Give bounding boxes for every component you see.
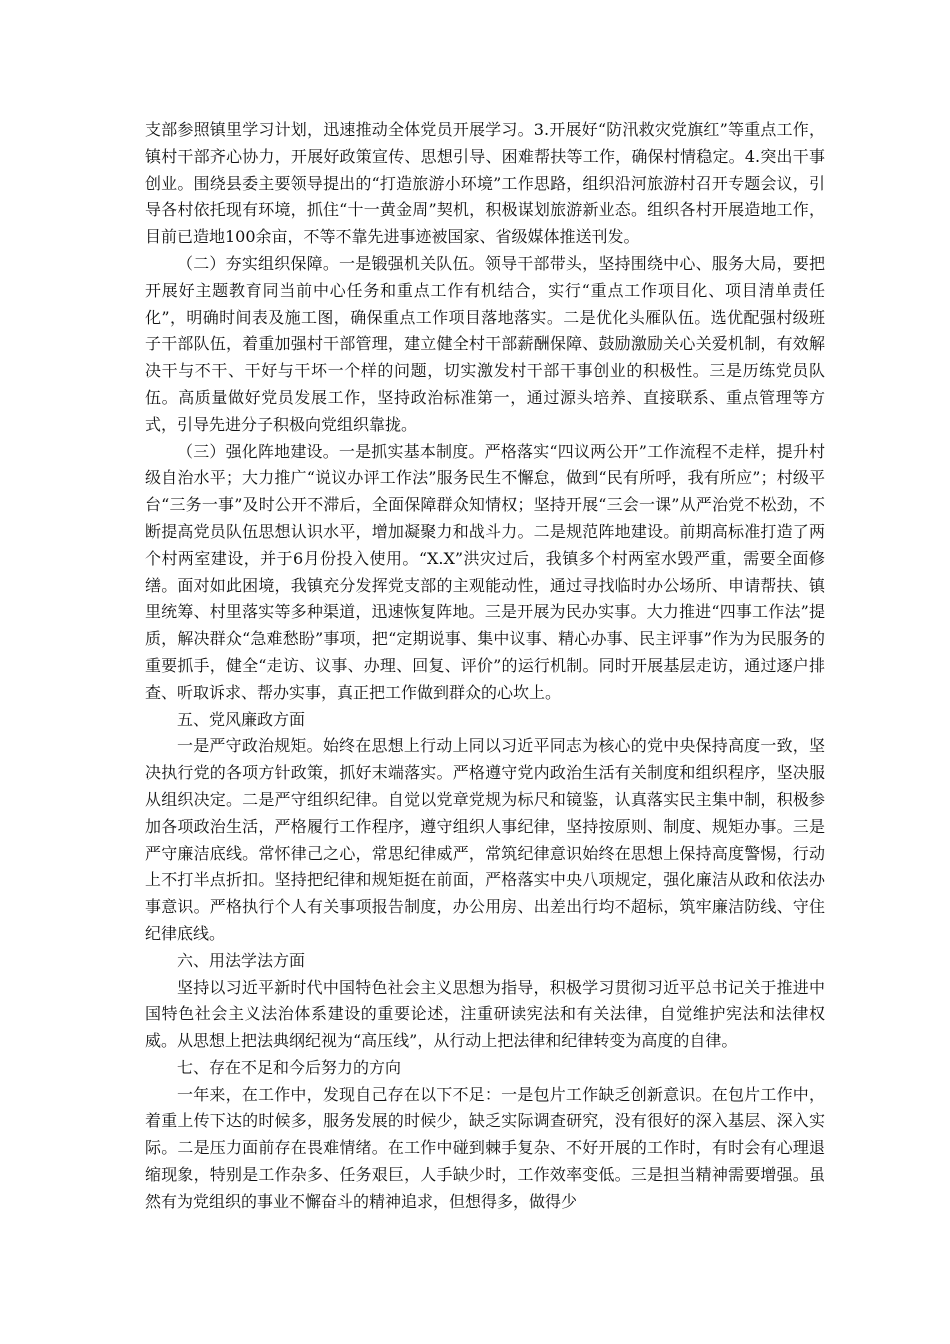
paragraph-integrity: 一是严守政治规矩。始终在思想上行动上同以习近平同志为核心的党中央保持高度一致，坚决执行党的各项方针政策，抓好末端落实。严格遵守党内政治生活有关制度和组织程序，坚决服从组织决定。二是严守组织纪律。自觉以党章党规为标尺和镜鉴，认真落实民主集中制，积极参加各项政治生活，严格履行工作程序，遵守组织人事纪律，坚持按原则、制度、规矩办事。三是严守廉洁底线。常怀律己之心，常思纪律威严，常筑纪律意识始终在思想上保持高度警惕，行动上不打半点折扣。坚持把纪律和规矩挺在前面，严格落实中央八项规定，强化廉洁从政和依法办事意识。严格执行个人有关事项报告制度，办公用房、出差出行均不超标，筑牢廉洁防线、守住纪律底线。 — [145, 736, 825, 943]
section-heading-integrity: 五、党风廉政方面 — [177, 709, 306, 729]
document-page — [145, 117, 825, 1216]
paragraph-organization-guarantee: （二）夯实组织保障。一是锻强机关队伍。领导干部带头，坚持围绕中心、服务大局，要把开展好主题教育同当前中心任务和重点工作有机结合，实行“重点工作项目化、项目清单责任化”，明确时间表及施工图，确保重点工作项目落地落实。二是优化头雁队伍。选优配强村级班子干部队伍，着重加强村干部管理，建立健全村干部薪酬保障、鼓励激励关心关爱机制，有效解决干与不干、干好与干坏一个样的问题，切实激发村干部干事创业的积极性。三是历练党员队伍。高质量做好党员发展工作，坚持政治标准第一，通过源头培养、直接联系、重点管理等方式，引导先进分子积极向党组织靠拢。 — [145, 253, 825, 434]
paragraph-position-building: （三）强化阵地建设。一是抓实基本制度。严格落实“四议两公开”工作流程不走样，提升村级自治水平；大力推广“说议办评工作法”服务民生不懈怠，做到“民有所呼，我有所应”；村级平台“三务一事”及时公开不滞后，全面保障群众知情权；坚持开展“三会一课”从严治党不松劲，不断提高党员队伍思想认识水平，增加凝聚力和战斗力。二是规范阵地建设。前期高标准打造了两个村两室建设，并于6月份投入使用。“X.X”洪灾过后，我镇多个村两室水毁严重，需要全面修缮。面对如此困境，我镇充分发挥党支部的主观能动性，通过寻找临时办公场所、申请帮扶、镇里统筹、村里落实等多种渠道，迅速恢复阵地。三是开展为民办实事。大力推进“四事工作法”提质，解决群众“急难愁盼”事项，把“定期说事、集中议事、精心办事、民主评事”作为为民服务的重要抓手，健全“走访、议事、办理、回复、评价”的运行机制。同时开展基层走访，通过逐户排查、听取诉求、帮办实事，真正把工作做到群众的心坎上。 — [145, 441, 825, 702]
paragraph-continuation: 支部参照镇里学习计划，迅速推动全体党员开展学习。3.开展好“防汛救灾党旗红”等重点工作，镇村干部齐心协力，开展好政策宣传、思想引导、困难帮扶等工作，确保村情稳定。4.突出干事创业。围绕县委主要领导提出的“打造旅游小环境”工作思路，组织沿河旅游村召开专题会议，引导各村依托现有环境，抓住“十一黄金周”契机，积极谋划旅游新业态。组织各村开展造地工作，目前已造地100余亩，不等不靠先进事迹被国家、省级媒体推送刊发。 — [145, 120, 825, 247]
paragraph-law: 坚持以习近平新时代中国特色社会主义思想为指导，积极学习贯彻习近平总书记关于推进中国特色社会主义法治体系建设的重要论述，注重研读宪法和有关法律，自觉维护宪法和法律权威。从思想上把法典纲纪视为“高压线”，从行动上把法律和纪律转变为高度的自律。 — [145, 977, 825, 1051]
paragraph-shortcomings: 一年来，在工作中，发现自己存在以下不足：一是包片工作缺乏创新意识。在包片工作中，着重上传下达的时候多，服务发展的时候少，缺乏实际调查研究，没有很好的深入基层、深入实际。二是压力面前存在畏难情绪。在工作中碰到棘手复杂、不好开展的工作时，有时会有心理退缩现象，特别是工作杂多、任务艰巨，人手缺少时，工作效率变低。三是担当精神需要增强。虽然有为党组织的事业不懈奋斗的精神追求，但想得多，做得少 — [145, 1084, 825, 1211]
section-heading-law: 六、用法学法方面 — [177, 950, 306, 970]
section-heading-shortcomings: 七、存在不足和今后努力的方向 — [177, 1057, 402, 1077]
